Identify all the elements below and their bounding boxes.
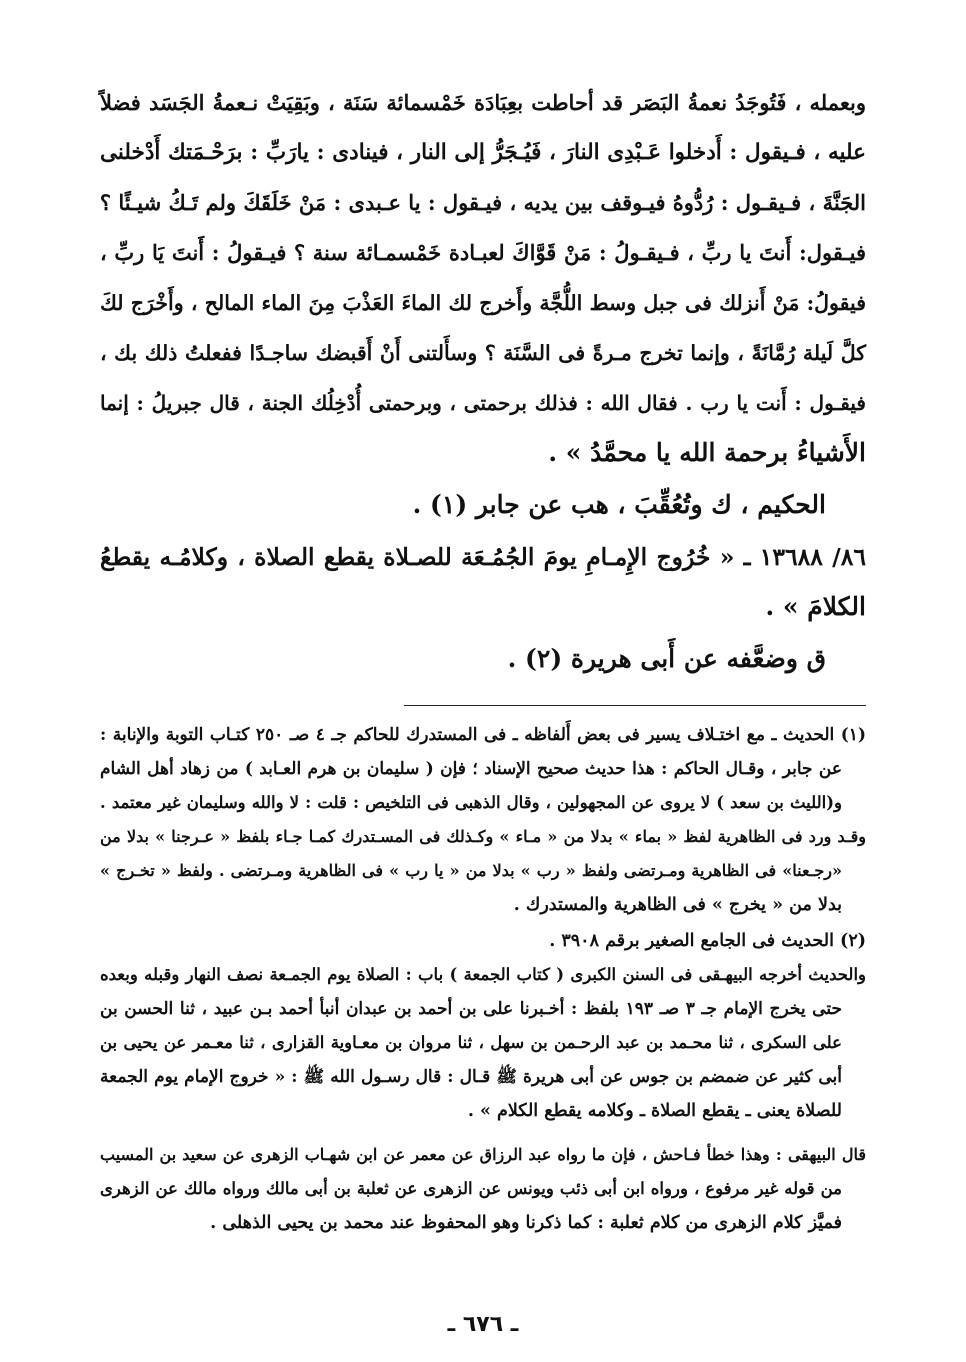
page-number: ـ ٦٧٦ ـ (447, 1312, 519, 1337)
main-text-line: فيقولُ: مَنْ أَنزلك فى جبل وسط اللُّجَّة وأَخرج لك الماءَ العَذْبَ مِنَ الماء المالح ، وأَخْرَج لكَ (100, 291, 866, 315)
footnote-line: وقـد ورد فى الظاهرية لفظ « بماء » بدلا من « مـاء » وكـذلك فى المسـتدرك كمـا جـاء بلفظ « عـرجنا » بدلا من (100, 827, 866, 846)
footnote-line: على السكرى ، ثنا محـمد بن عبد الرحـمن بن سهل ، ثنا مروان بن معـاوية القزارى ، ثنا معـمر عن يحيى بن (100, 1033, 842, 1052)
footnote-line: و(الليث بن سعد ) لا يروى عن المجهولين ، وقال الذهبى فى التلخيص : قلت : لا والله وسليمان غير معتمد . (100, 793, 842, 812)
footnote-line: قال البيهقى : وهذا خطأ فـاحش ، فإن ما رواه عبد الرزاق عن معمر عن ابن شهـاب الزهرى عن سعيد بن المسيب (100, 1145, 867, 1164)
footnote-separator (404, 705, 866, 706)
main-text-line: عليه ، فـيقول : أَدخلوا عَـبْدِى النارَ ، فَيُـجَرُّ إلى النار ، فينادى : يارَبِّ : برَحْـمَتك أَدْخلنى (100, 140, 866, 165)
main-text-line: كلَّ لَيلة رُمَّانَةً ، وإنما تخرج مـرةً فى السَّنَة ؟ وسأَلتنى أَنْ أَقبضك ساجـدًا ففعلتُ ذلك بك ، (100, 341, 866, 365)
hadith-text-line: ٨٦/ ١٣٦٨٨ ـ « خُرُوج الإِمـامِ يومَ الجُمُـعَة للصـلاة يقطع الصلاة ، وكلامُـه يقطعُ (100, 543, 867, 571)
footnote-line: (٢) الحديث فى الجامع الصغير برقم ٣٩٠٨ . (549, 931, 866, 951)
main-text-line: الأَشياءُ برحمة الله يا محمَّدُ » . (548, 438, 866, 467)
footnote-line: حتى يخرج الإمام جـ ٣ صـ ١٩٣ بلفظ : أخـبرنا على بن أحمد بن عبدان أنبأ أحمد بـن عبيد ، ثنا الحسن بن (100, 999, 842, 1019)
hadith-source-citation: ق وضعَّفه عن أَبى هريرة (٢) . (507, 644, 826, 673)
source-citation: الحكيم ، ك وتُعُقِّبَ ، هب عن جابر (١) . (412, 490, 826, 519)
main-text-line: فيقـول : أَنت يا رب . فقال الله : فذلك برحمتى ، وبرحمتى أُدْخِلُك الجنة ، قال جبريلُ : إنما (100, 391, 866, 415)
main-text-line: وبعمله ، فَتُوجَدُ نعمةُ البَصَر قد أحاطت بعِبَادَة خَمْسمائة سَنَة ، وبَقِيَتْ نـعمةُ الجَسَد فضلاً (100, 90, 866, 115)
footnote-line: من قوله غير مرفوع ، ورواه ابن أبى ذئب ويونس عن الزهرى عن ثعلبة بن أبى مالك ورواه مالك عن الزهرى (100, 1179, 842, 1198)
hadith-text-line: الكلامَ » . (765, 592, 866, 621)
main-text-line: الجَنَّةَ ، فـيقـول : رُدُّوهُ فيـوقف بين يديه ، فيـقول : يا عـبدى : مَنْ خَلَقَكَ ولم تَـكُ شيـئًا ؟ (99, 190, 866, 215)
footnote-line: للصلاة يعنى ـ يقطع الصلاة ـ وكلامه يقطع الكلام » . (467, 1101, 842, 1121)
footnote-line: أبى كثير عن ضمضم بن جوس عن أبى هريرة ﷺ قـال : قال رسـول الله ﷺ : « خروج الإمام يوم الجمعة (100, 1067, 842, 1087)
footnote-line: فميَّز كلام الزهرى من كلام ثعلبة : كما ذكرنا وهو المحفوظ عند محمد بن يحيى الذهلى . (210, 1213, 842, 1233)
main-text-line: فيـقول: أَنتَ يا ربِّ ، فـيقـولُ : مَنْ قَوَّاكَ لعبـادة خَمْسمـائة سنة ؟ فيـقولُ : أَنتَ يَا ربِّ ، (100, 240, 867, 265)
footnote-line: بدلا من « يخرج » فى الظاهرية والمستدرك . (513, 895, 842, 915)
footnote-line: عن جابر ، وقـال الحاكم : هذا حديث صحيح الإسناد ؛ فإن ( سليمان بن هرم العـابد ) من زهاد أهل الشام (100, 759, 842, 779)
footnote-line: «رجـعنا» فى الظاهرية ومـرتضى ولفظ « رب » بدلا من « يا رب » فى الظاهرية ومـرتضى . ولفظ « تخـرج » (100, 861, 842, 880)
footnote-line: (١) الحديث ـ مع اختـلاف يسير فى بعض أَلفاظه ـ فى المستدرك للحاكم جـ ٤ صـ ٢٥٠ كتـاب التوبة والإنابة : (100, 725, 866, 745)
footnote-line: والحديث أخرجه البيهـقى فى السنن الكبرى ( كتاب الجمعة ) باب : الصلاة يوم الجمـعة نصف النهار وقبله وبعده (100, 965, 866, 984)
